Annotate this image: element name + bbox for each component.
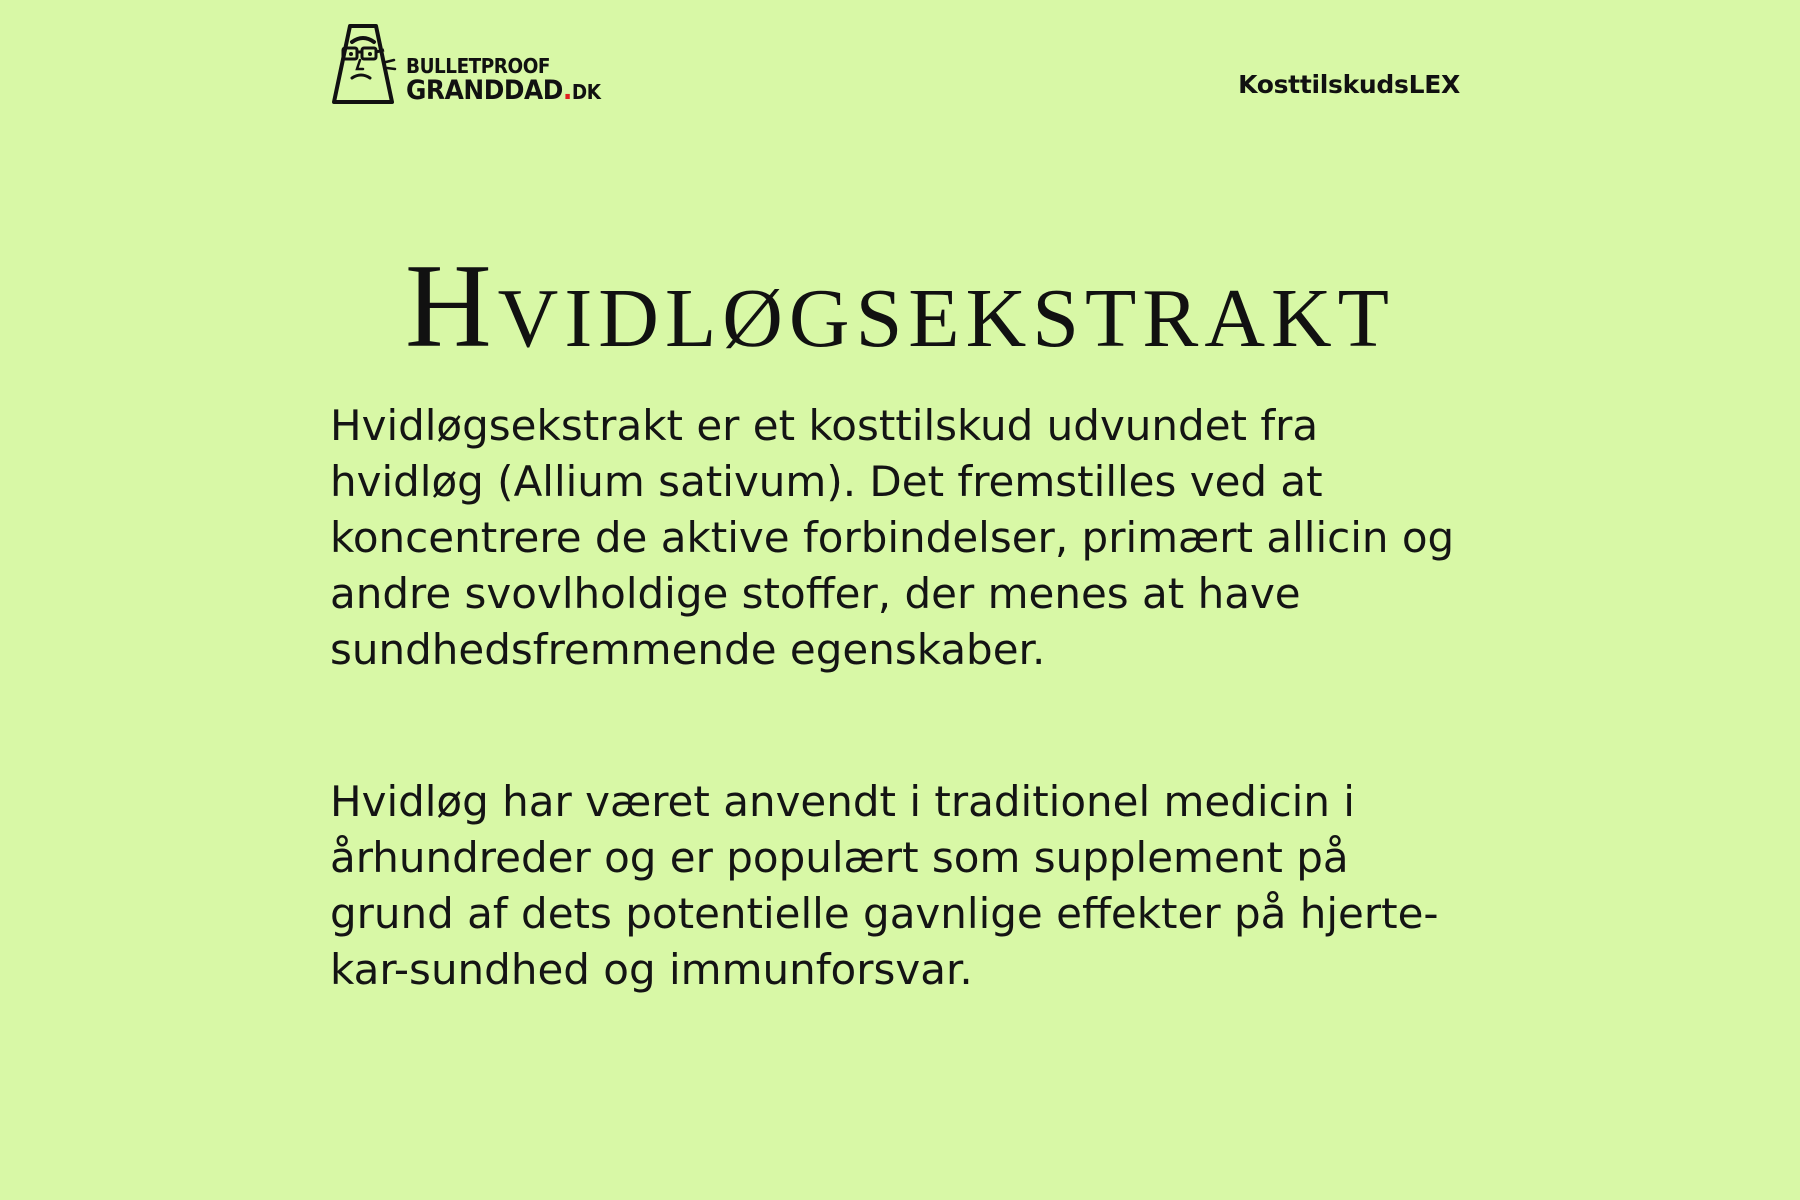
article-body [330,398,1470,998]
site-logo[interactable] [332,22,632,106]
logo-wordmark [406,56,617,104]
page-title: Hvidløgsekstrakt [405,239,1395,373]
kosttilskudslex-link[interactable]: KosttilskudsLEX [1238,70,1460,99]
logo-tld: DK [571,80,601,104]
paragraph-1: Hvidløgsekstrakt er et kosttilskud udvundet fra hvidløg (Allium sativum). Det fremstilles ved at koncentrere de aktive forbindelser, primært allicin og andre svovlholdige stoffer, der menes at have sundhedsfremmende egenskaber. [330,401,1455,674]
logo-dot: . [562,75,572,106]
grumpy-granddad-face-icon [332,22,412,106]
logo-line-2-name: GRANDDAD [406,75,563,106]
paragraph-2: Hvidløg har været anvendt i traditionel medicin i århundreder og er populært som supplement på grund af dets potentielle gavnlige effekter på hjerte-kar-sundhed og immunforsvar. [330,777,1439,994]
logo-line-1: BULLETPROOF [406,54,550,78]
logo-line-2 [406,77,601,104]
